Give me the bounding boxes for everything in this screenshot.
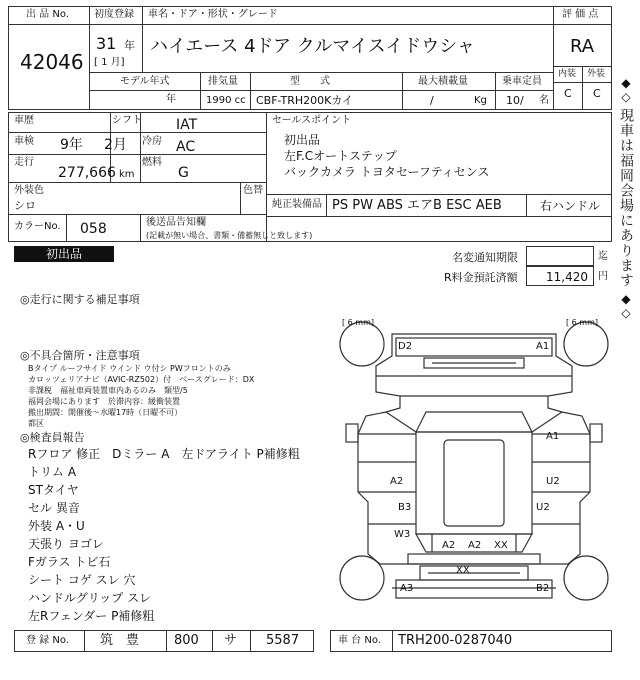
equipment-items: PS PW ABS エアB ESC AEB [332, 198, 502, 213]
rating-label: 評 価 点 [562, 9, 599, 20]
inspector-report-title: ◎検査員報告 [20, 431, 85, 444]
sales-point-line-3: バックカメラ トヨタセーフティセンス [284, 165, 490, 179]
inspection-month: 2月 [104, 137, 127, 153]
mark-a2-left: A2 [390, 476, 404, 487]
name-change-label: 名変通知期限 [452, 251, 518, 264]
reg-class: 800 [174, 633, 199, 648]
mark-a3: A3 [400, 583, 414, 594]
inspector-line-9: ハンドルグリップ スレ [28, 591, 152, 605]
equipment-label: 純正装備品 [272, 199, 322, 210]
history-label: 車歴 [14, 115, 34, 126]
mark-xx-bottom: XX [494, 540, 508, 551]
defect-line-6: 都区 [28, 419, 44, 428]
mark-b2: B2 [536, 583, 550, 594]
chassis-label: 車 台 No. [338, 635, 381, 646]
exterior-label: 外装 [587, 69, 606, 79]
sales-point-line-2: 左F.Cオートステップ [284, 149, 397, 163]
color-change-label: 色替 [243, 185, 263, 196]
side-banner [614, 76, 638, 376]
mark-xx-bumper: XX [456, 565, 470, 576]
mark-u2-lower: U2 [536, 502, 550, 513]
defect-line-1: Bタイプ ルーフサイド ウインド ウ付シ PWフロントのみ [28, 364, 231, 373]
color-no-value: 058 [80, 221, 107, 237]
inspector-line-2: トリム A [28, 465, 77, 479]
mileage-unit: km [119, 169, 135, 180]
inspector-line-5: 外装 A・U [28, 519, 85, 533]
lot-no: 42046 [20, 50, 84, 74]
capacity-unit: 名 [539, 95, 549, 106]
name-change-unit: 迄 [598, 251, 608, 262]
inspector-line-4: セル 異音 [28, 501, 80, 515]
displacement-label: 排気量 [208, 76, 238, 87]
mark-a1-right: A1 [546, 431, 560, 442]
exterior-grade: C [593, 87, 601, 100]
mark-u2-right: U2 [546, 476, 560, 487]
first-reg-month: [ 1 月] [94, 57, 125, 68]
side-banner-top-mark: ◆◇ [619, 76, 633, 104]
defect-line-3: 非課税 福祉車両装置車内あるのみ 類型/5 [28, 386, 188, 395]
max-load: / [430, 94, 434, 107]
fuel-value: G [178, 165, 189, 181]
mark-b3: B3 [398, 502, 412, 513]
first-reg-year-unit: 年 [124, 39, 135, 52]
defect-notes-title: ◎不具合箇所・注意事項 [20, 349, 140, 362]
ext-color-value: シロ [14, 199, 36, 212]
mileage-value: 277,666 [58, 165, 116, 181]
aftermarket-label: 後送品告知欄 [146, 217, 206, 228]
ext-color-label: 外装色 [14, 185, 44, 196]
inspection-year: 9年 [60, 137, 83, 153]
max-load-label: 最大積載量 [418, 76, 468, 87]
reg-no-label: 登 録 No. [26, 635, 69, 646]
defect-line-4: 福岡会場にあります 於滞内容：緩衝装置 [28, 397, 180, 406]
chassis-no: TRH200-0287040 [398, 633, 513, 648]
recycle-label: R料金預託済額 [444, 271, 518, 284]
inspector-line-6: 天張り ヨゴレ [28, 537, 104, 551]
capacity-label: 乗車定員 [502, 76, 542, 87]
shift-value: IAT [176, 117, 198, 133]
reg-kana: サ [224, 633, 238, 648]
steering-side: 右ハンドル [540, 199, 601, 213]
sales-point-line-1: 初出品 [284, 133, 321, 147]
recycle-unit: 円 [598, 271, 608, 282]
mark-a1-top: A1 [536, 341, 550, 352]
capacity: 10/ [506, 94, 524, 107]
fuel-label: 燃料 [142, 157, 162, 168]
lot-no-label: 出 品 No. [26, 9, 69, 20]
tire-depth-right: [ 6 mm] [566, 318, 599, 327]
side-banner-text: 現車は福岡会場にあります [618, 108, 634, 288]
inspector-line-10: 左Rフェンダー P補修粗 [28, 609, 155, 623]
tire-depth-left: [ 6 mm] [342, 318, 375, 327]
mark-a2-bottom-2: A2 [468, 540, 482, 551]
inspector-line-1: Rフロア 修正 Dミラー A 左ドアライト P補修粗 [28, 447, 300, 461]
interior-label: 内装 [558, 69, 577, 79]
driving-notes-title: ◎走行に関する補足事項 [20, 293, 140, 306]
mark-a2-bottom-1: A2 [442, 540, 456, 551]
rating: RA [570, 36, 595, 57]
reg-area: 筑 豊 [100, 633, 140, 648]
aftermarket-note: (記載が無い場合、書類・備蓄無しと致します) [146, 231, 313, 240]
car-title-label: 車名・ドア・形状・グレード [148, 9, 278, 20]
model-year-label: モデル年式 [120, 76, 170, 87]
inspector-line-8: シート コゲ スレ 穴 [28, 573, 136, 587]
ac-value: AC [176, 139, 196, 155]
vehicle-damage-diagram [336, 316, 612, 624]
car-title: ハイエース 4ドア クルマイスイドウシャ [150, 36, 475, 57]
model-year-unit: 年 [166, 94, 176, 105]
side-banner-bottom-mark: ◆◇ [619, 292, 633, 320]
max-load-unit: Kg [474, 95, 487, 106]
mileage-label: 走行 [14, 157, 34, 168]
shift-label: シフト [112, 115, 142, 126]
defect-line-2: カロッツェリアナビ（AVIC-RZ502）付 ベースグレード：DX [28, 375, 255, 384]
reg-number: 5587 [266, 633, 300, 648]
inspection-label: 車検 [14, 136, 34, 147]
defect-line-5: 搬出期間：開催後～水曜17時（日曜不可） [28, 408, 183, 417]
color-no-label: カラーNo. [14, 221, 61, 232]
mark-w3: W3 [394, 529, 411, 540]
inspector-line-7: Fガラス トビ石 [28, 555, 111, 569]
first-reg-year: 31 [96, 34, 117, 53]
mark-d2: D2 [398, 341, 413, 352]
type-label: 型 式 [290, 76, 330, 87]
first-reg-label: 初度登録 [94, 9, 134, 20]
sales-point-label: セールスポイント [272, 115, 352, 126]
ac-label: 冷房 [142, 136, 162, 147]
name-change-box [526, 246, 594, 266]
interior-grade: C [564, 87, 572, 100]
displacement: 1990 cc [206, 95, 246, 106]
recycle-amount: 11,420 [546, 270, 588, 284]
first-listing-badge: 初出品 [14, 246, 114, 262]
type-value: CBF-TRH200Kカイ [256, 94, 354, 107]
inspector-line-3: STタイヤ [28, 483, 79, 497]
